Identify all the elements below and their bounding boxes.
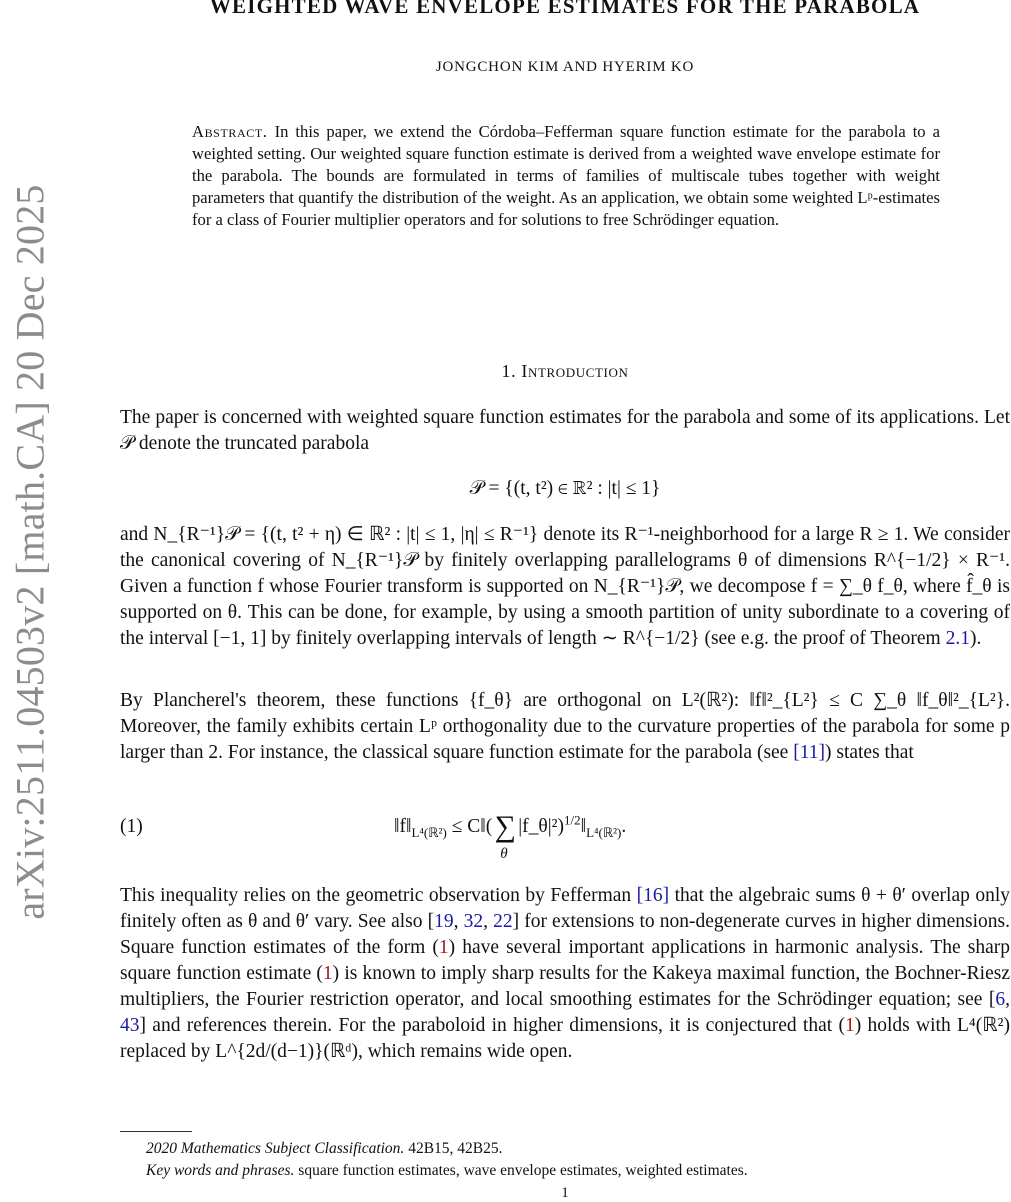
paragraph-2-main: and N_{R⁻¹}𝒫 = {(t, t² + η) ∈ ℝ² : |t| ≤ 1, |η| ≤ R⁻¹} denote its R⁻¹-neighborhood for a large R ≥ 1. We consider the canonical covering of N_{R⁻¹}𝒫 by finitely overlapping parallelograms θ of dimensions R^{−1/2} × R⁻¹. Given a function f whose Fourier transform is supported on N_{R⁻¹}𝒫, we decompose f = ∑_θ f_θ, where f̂_θ is supported on θ. This can be done, for example, by using a smooth partition of unity subordinate to a covering of the interval [−1, 1] by finitely overlapping intervals of length ∼ R^{−1/2} (see e.g. the proof of Theorem bbox=[120, 524, 1010, 649]
equation-ref-link[interactable]: 1 bbox=[322, 963, 333, 984]
footnote-keywords-label: Key words and phrases. bbox=[146, 1162, 295, 1179]
paragraph-4-part: ) is known to imply sharp results for the Kakeya maximal function, the Bochner-Riesz multipliers, the Fourier restriction operator, and local smoothing estimates for the Schrödinger equation; see [ bbox=[120, 963, 1010, 1010]
footnote-keywords bbox=[146, 1162, 748, 1180]
paragraph-3-end: ) states that bbox=[824, 742, 914, 763]
equation-inner: |f_θ|²) bbox=[518, 816, 564, 837]
citation-link-16[interactable]: [16] bbox=[636, 885, 670, 906]
abstract-text: In this paper, we extend the Córdoba–Fefferman square function estimate for the parabola to a weighted setting. Our weighted square function estimate is derived from a weighted wave envelope estimate for the parabola. The bounds are formulated in terms of families of multiscale tubes together with weight parameters that quantify the distribution of the weight. As an application, we obtain some weighted Lᵖ-estimates for a class of Fourier multiplier operators and for solutions to free Schrödinger equation. bbox=[192, 122, 940, 229]
paragraph-4-part: This inequality relies on the geometric observation by Fefferman bbox=[120, 885, 637, 906]
paragraph-4-text: This inequality relies on the geometric observation by Fefferman [16] that the algebraic sums θ + θ′ overlap only finitely often as θ and θ′ vary. See also [19, 32, 22] for extensions to non-degenerate curves in higher dimensions. Square function estimates of the form (1) have several important applications in harmonic analysis. The sharp square function estimate (1) is known to imply sharp results for the Kakeya maximal function, the Bochner-Riesz multipliers, the Fourier restriction operator, and local smoothing estimates for the Schrödinger equation; see [6, 43] and references therein. For the paraboloid in higher dimensions, it is conjectured that (1) holds with L⁴(ℝ²) replaced by L^{2d/(d−1)}(ℝᵈ), which remains wide open. bbox=[120, 885, 1011, 1062]
abstract-heading: Abstract. bbox=[192, 122, 268, 141]
equation-rhs-subscript: L⁴(ℝ²) bbox=[586, 824, 622, 840]
paragraph-3-main: By Plancherel's theorem, these functions {f_θ} are orthogonal on L²(ℝ²): ‖f‖²_{L²} ≤ C ∑_θ ‖f_θ‖²_{L²}. Moreover, the family exhibits certain Lᵖ orthogonality due to the curvature properties of the parabola for some p larger than 2. For instance, the classical square function estimate for the parabola (see bbox=[120, 690, 1010, 763]
paragraph-3-text bbox=[120, 688, 1010, 766]
footnote-rule bbox=[120, 1131, 192, 1132]
paragraph-1-text: The paper is concerned with weighted square function estimates for the parabola and some of its applications. Let 𝒫 denote the truncated parabola bbox=[120, 407, 1010, 454]
abstract bbox=[192, 121, 940, 231]
paragraph-2 bbox=[120, 522, 1010, 652]
citation-link-6[interactable]: 6 bbox=[995, 989, 1006, 1010]
equation-ref-link[interactable]: 1 bbox=[844, 1015, 855, 1036]
theorem-ref-link[interactable]: 2.1 bbox=[945, 628, 970, 649]
paragraph-4 bbox=[120, 883, 1010, 1065]
paper-title: WEIGHTED WAVE ENVELOPE ESTIMATES FOR THE PARABOLA bbox=[209, 0, 921, 18]
paragraph-3 bbox=[120, 688, 1010, 766]
section-title: Introduction bbox=[521, 361, 629, 381]
summation-symbol: ∑ θ bbox=[494, 810, 516, 862]
arxiv-identifier: arXiv:2511.04503v2 [math.CA] 20 Dec 2025 bbox=[7, 184, 53, 920]
paragraph-4-part: that the algebraic sums θ + θ′ overlap only finitely often as θ and θ′ vary. See also [ bbox=[120, 885, 1010, 932]
equation-lhs-subscript: L⁴(ℝ²) bbox=[411, 824, 447, 840]
equation-relation: ≤ C‖( bbox=[446, 816, 493, 837]
footnote-msc bbox=[146, 1140, 503, 1158]
footnote-msc-label: 2020 Mathematics Subject Classification. bbox=[146, 1140, 405, 1157]
paragraph-1 bbox=[120, 405, 1010, 457]
equation-exponent: 1/2 bbox=[563, 812, 581, 828]
page-number: 1 bbox=[561, 1185, 569, 1201]
paragraph-4-part: ] for extensions to non-degenerate curves in higher dimensions. Square function estimates of the form ( bbox=[120, 911, 1011, 958]
footnote-keywords-value: square function estimates, wave envelope estimates, weighted estimates. bbox=[298, 1162, 748, 1179]
display-equation-parabola: 𝒫 = {(t, t²) ∈ ℝ² : |t| ≤ 1} bbox=[469, 478, 661, 499]
display-equation-square-function: $‖f‖_{L^4(ℝ^2)}$ ≤ C‖(∑ θ $|f\_\theta|^2)^{1/2}‖_{L^4(ℝ^2)}$. bbox=[394, 806, 626, 841]
paragraph-4-part: ) have several important applications in harmonic analysis. The sharp square function estimate ( bbox=[120, 937, 1010, 984]
citation-link-19[interactable]: 19 bbox=[434, 911, 454, 932]
citation-link-22[interactable]: 22 bbox=[493, 911, 513, 932]
paper-authors: JONGCHON KIM AND HYERIM KO bbox=[435, 59, 695, 75]
paragraph-2-text bbox=[120, 522, 1010, 652]
summation-index: θ bbox=[500, 846, 508, 862]
citation-link-32[interactable]: 32 bbox=[463, 911, 484, 932]
equation-ref-link[interactable]: 1 bbox=[438, 937, 449, 958]
section-heading bbox=[0, 361, 1011, 382]
citation-link-11[interactable]: [11] bbox=[793, 742, 825, 763]
paragraph-4-part: ) holds with L⁴(ℝ²) replaced by L^{2d/(d−1)}(ℝᵈ), which remains wide open. bbox=[120, 1015, 1011, 1062]
paragraph-2-end: ). bbox=[969, 628, 982, 649]
arxiv-side-stamp bbox=[0, 0, 60, 1200]
footnote-msc-value: 42B15, 42B25. bbox=[408, 1140, 503, 1157]
section-number: 1. bbox=[501, 361, 517, 381]
citation-link-43[interactable]: 43 bbox=[120, 1015, 140, 1036]
equation-lhs: ‖f‖ bbox=[394, 816, 412, 837]
equation-close: ‖ bbox=[580, 816, 587, 837]
equation-number: (1) bbox=[120, 816, 143, 837]
paragraph-4-part: ] and references therein. For the paraboloid in higher dimensions, it is conjectured that ( bbox=[139, 1015, 845, 1036]
